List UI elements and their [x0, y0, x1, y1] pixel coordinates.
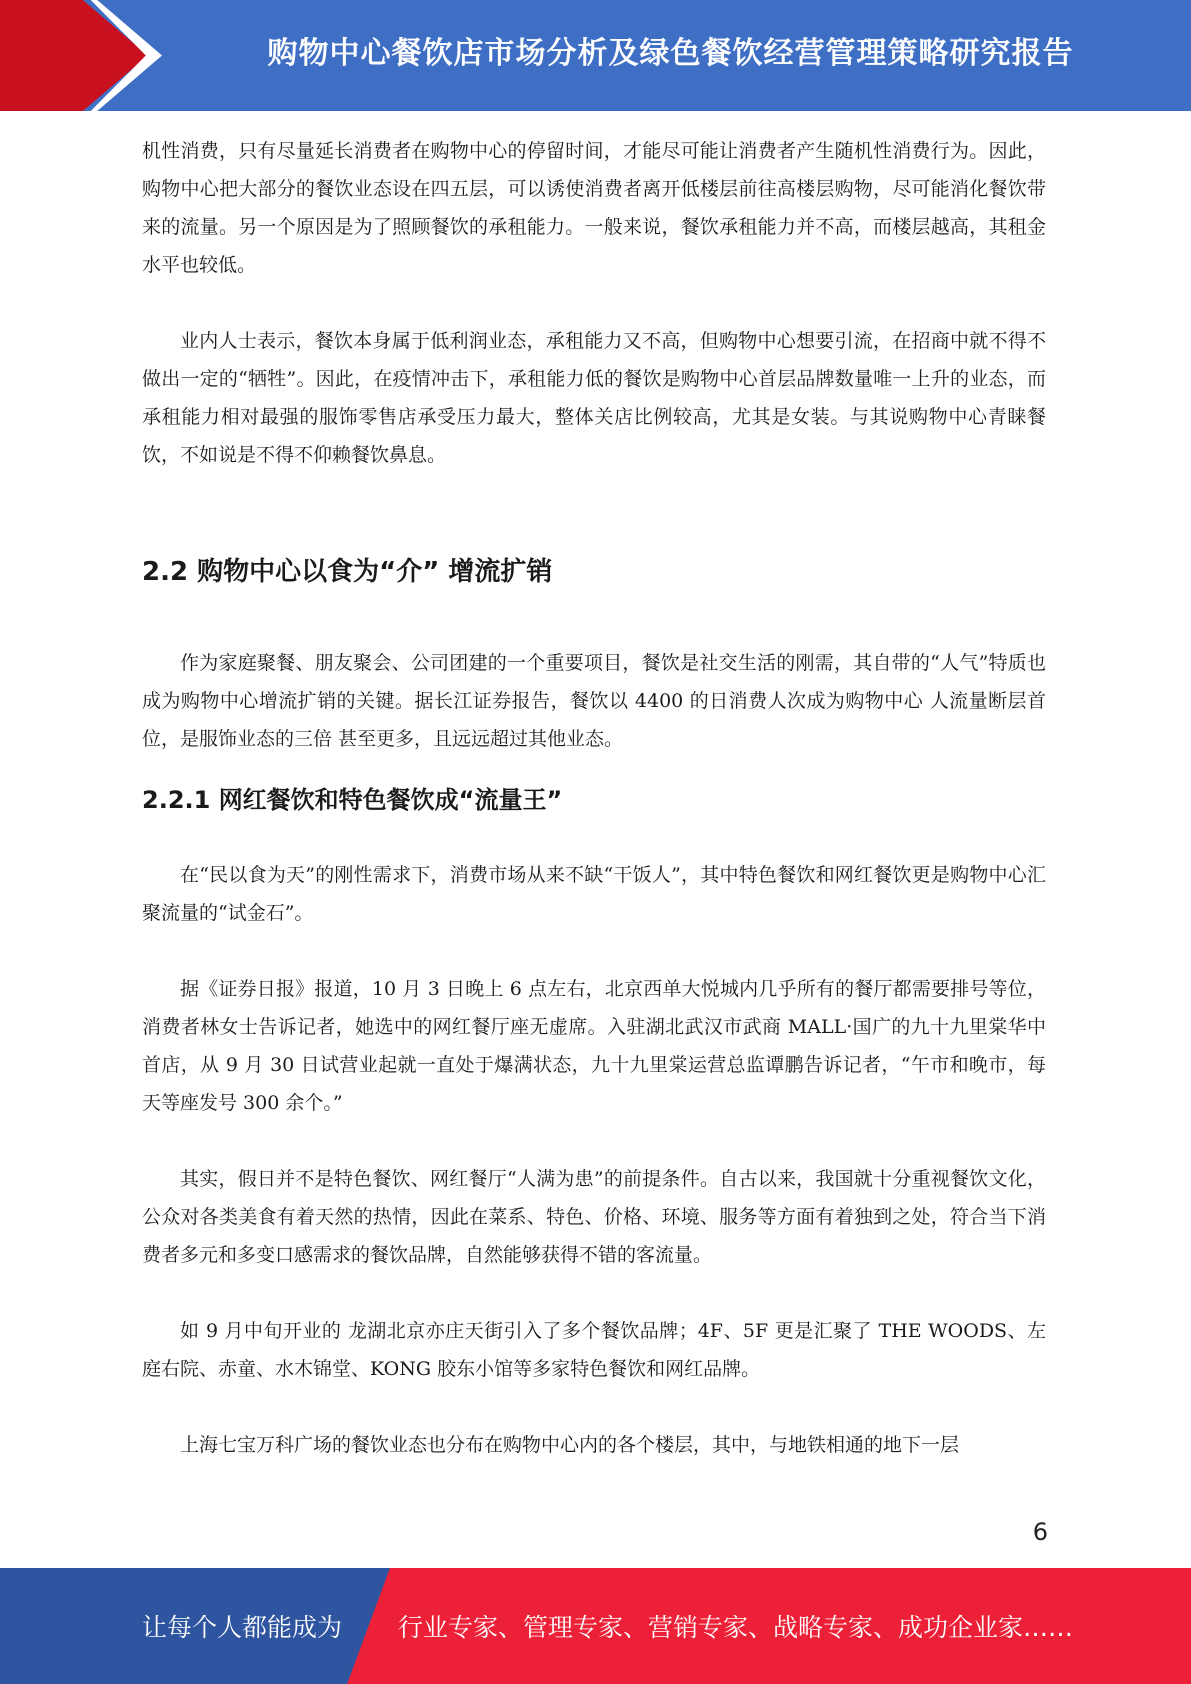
- section-heading-2-2-1: 2.2.1 网红餐饮和特色餐饮成“流量王”: [142, 786, 563, 814]
- page-number: 6: [1032, 1518, 1048, 1546]
- page-header: [0, 0, 1191, 111]
- paragraph-5: 据《证券日报》报道，10 月 3 日晚上 6 点左右，北京西单大悦城内几乎所有的餐厅都需要排号等位，消费者林女士告诉记者，她选中的网红餐厅座无虚席。入驻湖北武汉市武商 MALL·国广的九十九里棠华中首店，从 9 月 30 日试营业起就一直处于爆满状态，九十九里棠运营总监谭鹏告诉记者，“午市和晚市，每天等座发号 300 余个。”: [142, 978, 1046, 1114]
- page-footer: [0, 1568, 1191, 1684]
- paragraph-2: 业内人士表示，餐饮本身属于低利润业态，承租能力又不高，但购物中心想要引流，在招商中就不得不做出一定的“牺牲”。因此，在疫情冲击下，承租能力低的餐饮是购物中心首层品牌数量唯一上升的业态，而承租能力相对最强的服饰零售店承受压力最大，整体关店比例较高，尤其是女装。与其说购物中心青睐餐饮，不如说是不得不仰赖餐饮鼻息。: [142, 330, 1046, 466]
- paragraph-1: 机性消费，只有尽量延长消费者在购物中心的停留时间，才能尽可能让消费者产生随机性消费行为。因此，购物中心把大部分的餐饮业态设在四五层，可以诱使消费者离开低楼层前往高楼层购物，尽可能消化餐饮带来的流量。另一个原因是为了照顾餐饮的承租能力。一般来说，餐饮承租能力并不高，而楼层越高，其租金水平也较低。: [142, 140, 1046, 276]
- paragraph-6: 其实，假日并不是特色餐饮、网红餐厅“人满为患”的前提条件。自古以来，我国就十分重视餐饮文化，公众对各类美食有着天然的热情，因此在菜系、特色、价格、环境、服务等方面有着独到之处，符合当下消费者多元和多变口感需求的餐饮品牌，自然能够获得不错的客流量。: [142, 1168, 1046, 1266]
- header-red-arrow: [0, 0, 148, 111]
- page-body: [142, 132, 1046, 1464]
- paragraph-7: 如 9 月中旬开业的 龙湖北京亦庄天街引入了多个餐饮品牌；4F、5F 更是汇聚了 THE WOODS、左庭右院、赤童、水木锦堂、KONG 胶东小馆等多家特色餐饮和网红品牌。: [142, 1320, 1046, 1380]
- paragraph-4: 在“民以食为天”的刚性需求下，消费市场从来不缺“干饭人”，其中特色餐饮和网红餐饮更是购物中心汇聚流量的“试金石”。: [142, 864, 1046, 924]
- paragraph-8: 上海七宝万科广场的餐饮业态也分布在购物中心内的各个楼层，其中，与地铁相通的地下一层: [180, 1434, 960, 1456]
- section-heading-2-2: 2.2 购物中心以食为“介” 增流扩销: [142, 557, 553, 587]
- footer-slogan-left: 让每个人都能成为: [142, 1613, 343, 1642]
- report-title: 购物中心餐饮店市场分析及绿色餐饮经营管理策略研究报告: [267, 36, 1074, 71]
- paragraph-3: 作为家庭聚餐、朋友聚会、公司团建的一个重要项目，餐饮是社交生活的刚需，其自带的“人气”特质也成为购物中心增流扩销的关键。据长江证券报告，餐饮以 4400 的日消费人次成为购物中心 人流量断层首位，是服饰业态的三倍 甚至更多，且远远超过其他业态。: [142, 652, 1046, 750]
- footer-slogan-right: 行业专家、管理专家、营销专家、战略专家、成功企业家……: [398, 1613, 1074, 1642]
